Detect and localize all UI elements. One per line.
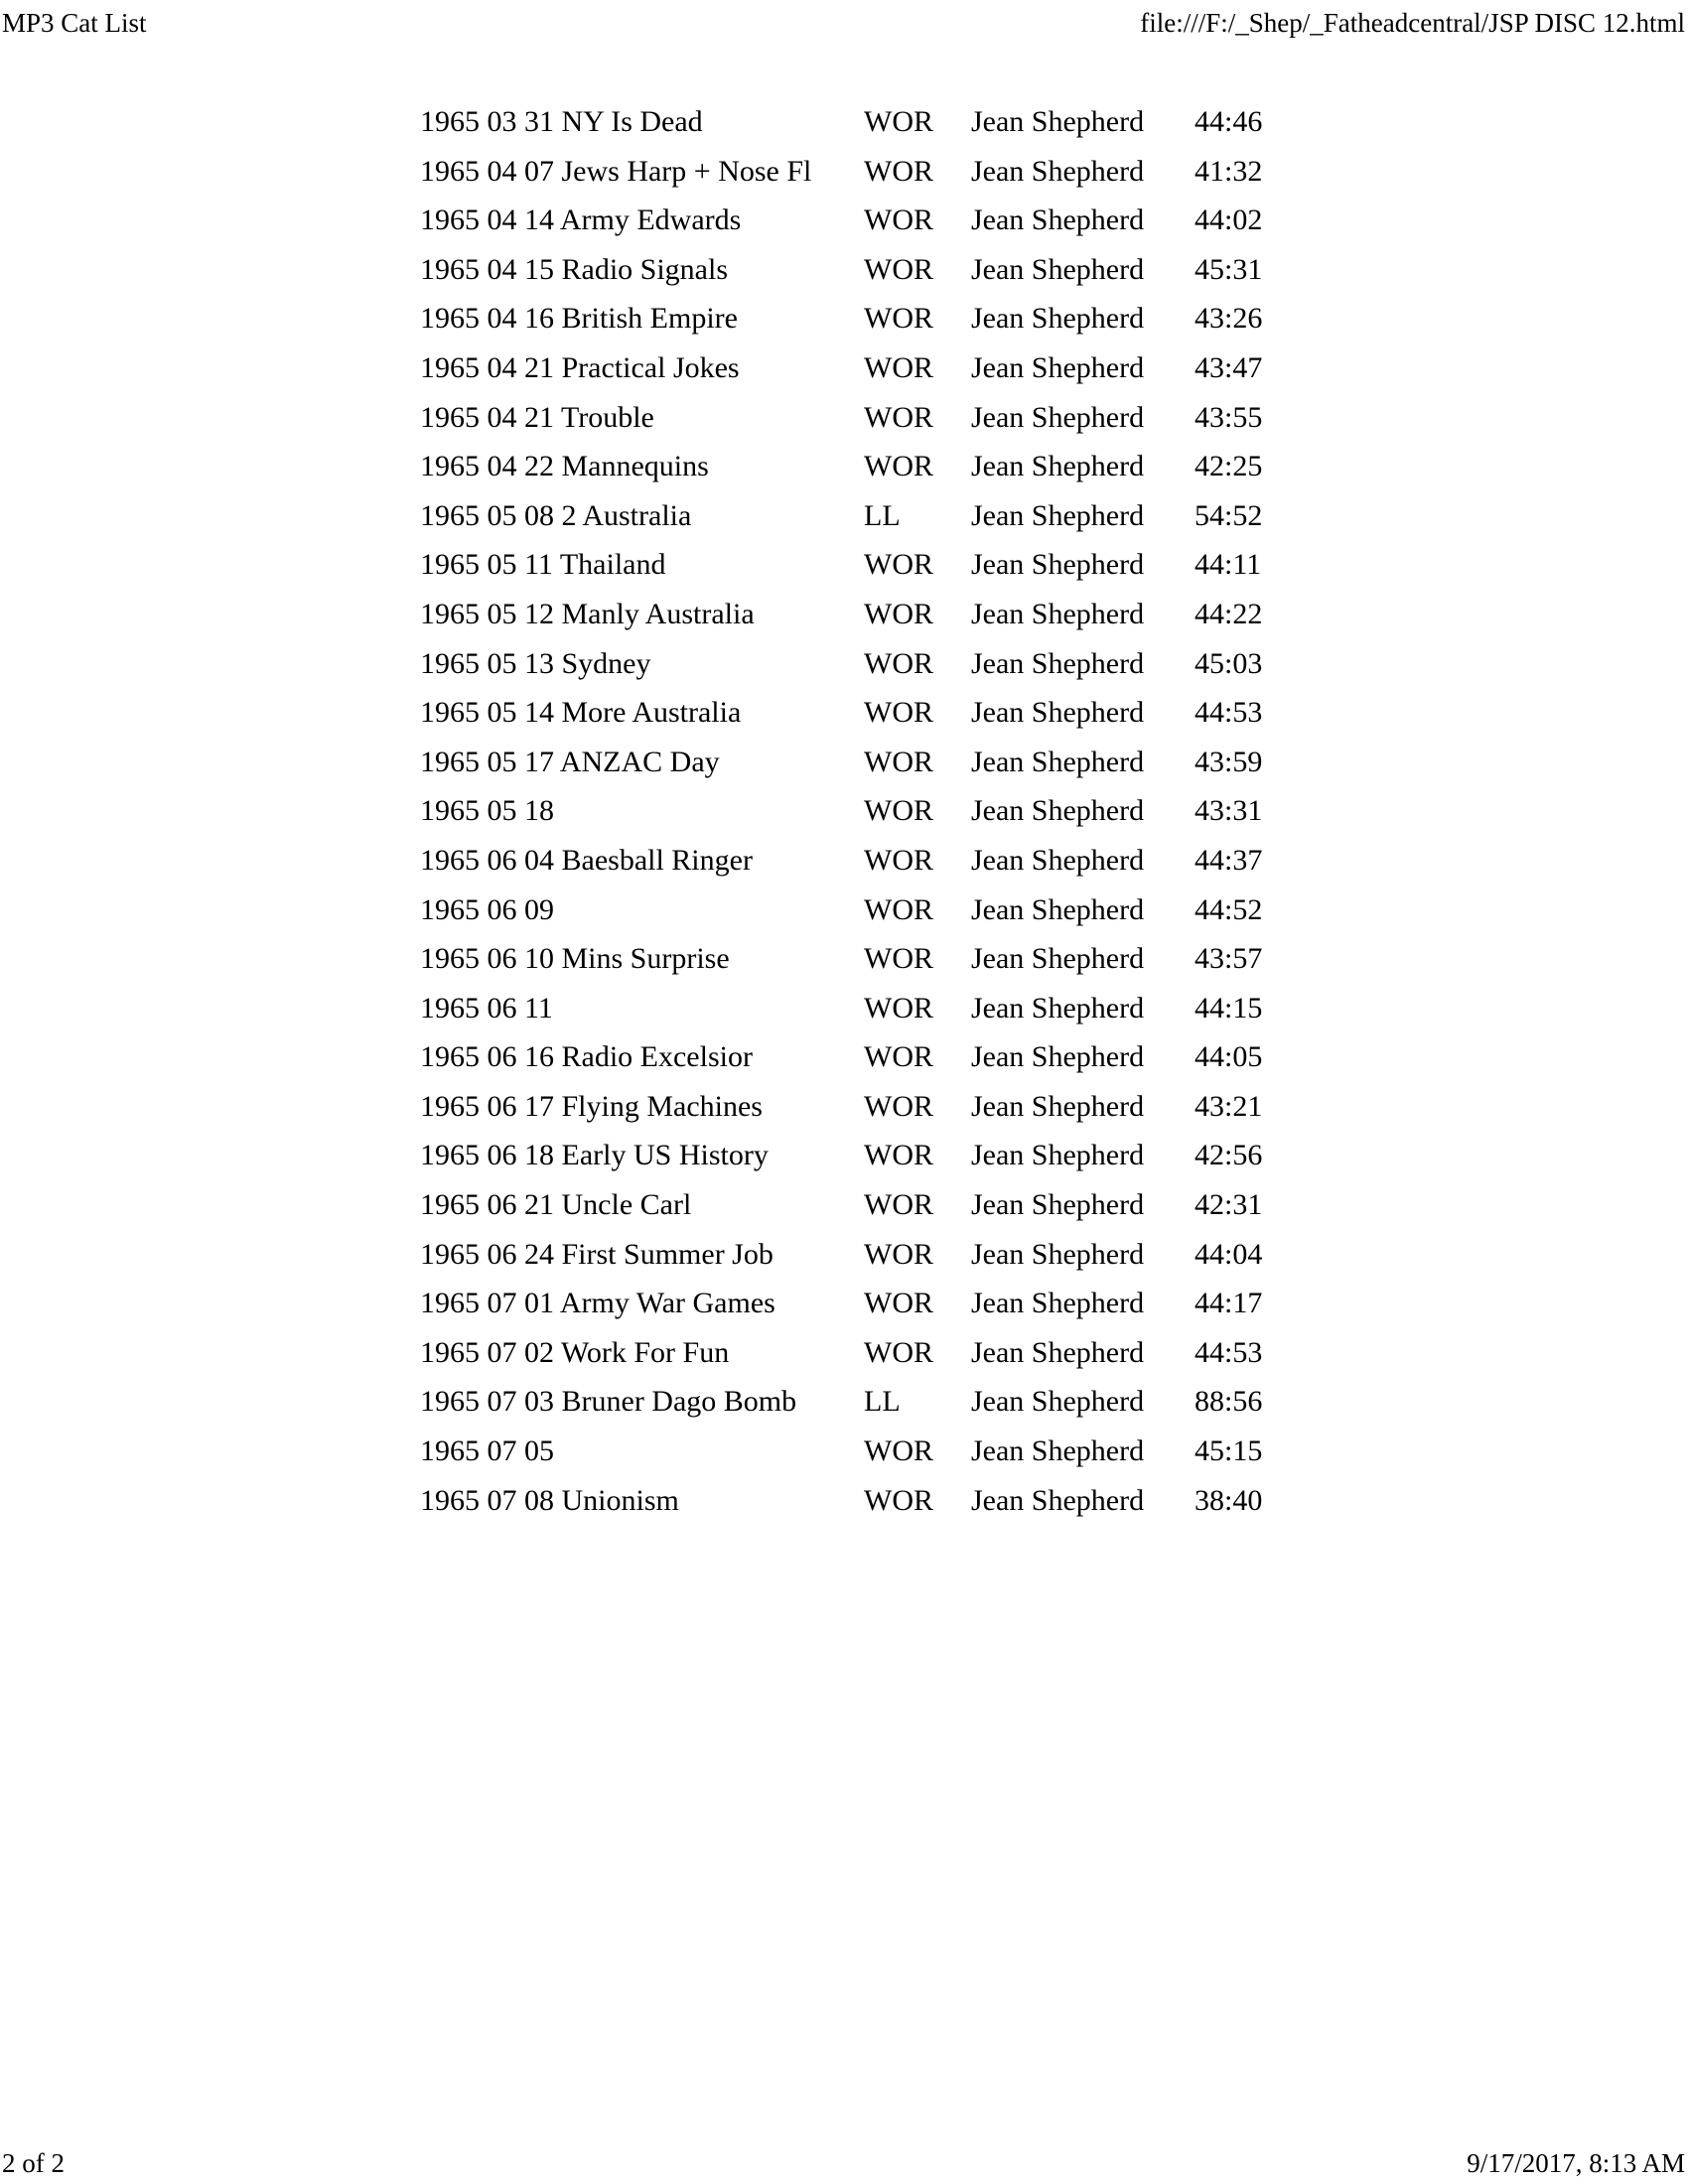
artist-cell: Jean Shepherd <box>971 1237 1145 1271</box>
duration-cell: 44:22 <box>1195 597 1263 630</box>
episode-title-cell: 1965 05 12 Manly Australia <box>420 597 755 630</box>
duration-cell: 44:11 <box>1195 548 1262 582</box>
station-cell: WOR <box>864 646 933 680</box>
episode-title-cell: 1965 07 05 <box>420 1434 554 1468</box>
header-file-url: file:///F:/_Shep/_Fatheadcentral/JSP DISC 12.html <box>1140 8 1685 38</box>
episode-title-cell: 1965 06 18 Early US History <box>420 1139 769 1172</box>
station-cell: WOR <box>864 843 933 877</box>
episode-title-cell: 1965 07 08 Unionism <box>420 1483 679 1517</box>
table-row <box>420 886 1284 935</box>
duration-cell: 88:56 <box>1195 1385 1263 1419</box>
table-row <box>420 393 1284 443</box>
duration-cell: 45:31 <box>1195 252 1263 286</box>
episode-title-cell: 1965 06 09 <box>420 892 554 926</box>
table-row <box>420 738 1284 787</box>
artist-cell: Jean Shepherd <box>971 696 1145 730</box>
station-cell: WOR <box>864 1434 933 1468</box>
table-row <box>420 984 1284 1033</box>
artist-cell: Jean Shepherd <box>971 597 1145 630</box>
duration-cell: 44:04 <box>1195 1237 1263 1271</box>
station-cell: WOR <box>864 1335 933 1369</box>
station-cell: WOR <box>864 1040 933 1074</box>
episode-title-cell: 1965 07 01 Army War Games <box>420 1287 775 1320</box>
station-cell: WOR <box>864 1188 933 1222</box>
episode-title-cell: 1965 04 16 British Empire <box>420 302 738 336</box>
duration-cell: 44:15 <box>1195 991 1263 1024</box>
episode-title-cell: 1965 06 16 Radio Excelsior <box>420 1040 753 1074</box>
page-footer <box>2 2147 1685 2179</box>
artist-cell: Jean Shepherd <box>971 745 1145 778</box>
header-doc-title: MP3 Cat List <box>2 8 147 38</box>
episode-table <box>420 97 1284 1525</box>
duration-cell: 43:21 <box>1195 1089 1263 1123</box>
artist-cell: Jean Shepherd <box>971 154 1145 188</box>
episode-title-cell: 1965 06 04 Baesball Ringer <box>420 843 753 877</box>
table-row <box>420 442 1284 491</box>
artist-cell: Jean Shepherd <box>971 942 1145 976</box>
station-cell: WOR <box>864 350 933 384</box>
episode-title-cell: 1965 04 14 Army Edwards <box>420 204 742 237</box>
station-cell: WOR <box>864 450 933 483</box>
duration-cell: 41:32 <box>1195 154 1263 188</box>
duration-cell: 44:52 <box>1195 892 1263 926</box>
episode-title-cell: 1965 06 10 Mins Surprise <box>420 942 730 976</box>
episode-title-cell: 1965 04 15 Radio Signals <box>420 252 729 286</box>
episode-title-cell: 1965 06 11 <box>420 991 553 1024</box>
station-cell: LL <box>864 498 901 532</box>
table-row <box>420 1082 1284 1132</box>
episode-title-cell: 1965 04 07 Jews Harp + Nose Fl <box>420 154 812 188</box>
station-cell: WOR <box>864 105 933 138</box>
station-cell: WOR <box>864 1483 933 1517</box>
duration-cell: 42:56 <box>1195 1139 1263 1172</box>
artist-cell: Jean Shepherd <box>971 548 1145 582</box>
artist-cell: Jean Shepherd <box>971 105 1145 138</box>
duration-cell: 43:31 <box>1195 794 1263 828</box>
artist-cell: Jean Shepherd <box>971 991 1145 1024</box>
duration-cell: 54:52 <box>1195 498 1263 532</box>
artist-cell: Jean Shepherd <box>971 892 1145 926</box>
table-row <box>420 786 1284 836</box>
station-cell: WOR <box>864 1139 933 1172</box>
episode-title-cell: 1965 06 21 Uncle Carl <box>420 1188 692 1222</box>
station-cell: WOR <box>864 942 933 976</box>
artist-cell: Jean Shepherd <box>971 204 1145 237</box>
table-row <box>420 1032 1284 1082</box>
table-row <box>420 540 1284 590</box>
duration-cell: 42:31 <box>1195 1188 1263 1222</box>
table-row <box>420 147 1284 197</box>
artist-cell: Jean Shepherd <box>971 400 1145 434</box>
duration-cell: 44:53 <box>1195 696 1263 730</box>
artist-cell: Jean Shepherd <box>971 843 1145 877</box>
episode-title-cell: 1965 05 18 <box>420 794 554 828</box>
station-cell: WOR <box>864 794 933 828</box>
episode-title-cell: 1965 05 11 Thailand <box>420 548 666 582</box>
artist-cell: Jean Shepherd <box>971 450 1145 483</box>
table-row <box>420 1180 1284 1230</box>
artist-cell: Jean Shepherd <box>971 1385 1145 1419</box>
artist-cell: Jean Shepherd <box>971 1139 1145 1172</box>
table-row <box>420 196 1284 245</box>
duration-cell: 38:40 <box>1195 1483 1263 1517</box>
artist-cell: Jean Shepherd <box>971 1434 1145 1468</box>
artist-cell: Jean Shepherd <box>971 498 1145 532</box>
station-cell: WOR <box>864 1237 933 1271</box>
episode-title-cell: 1965 06 24 First Summer Job <box>420 1237 774 1271</box>
episode-title-cell: 1965 03 31 NY Is Dead <box>420 105 703 138</box>
episode-title-cell: 1965 04 21 Practical Jokes <box>420 350 740 384</box>
table-row <box>420 491 1284 541</box>
table-row <box>420 836 1284 886</box>
station-cell: WOR <box>864 548 933 582</box>
station-cell: WOR <box>864 892 933 926</box>
artist-cell: Jean Shepherd <box>971 252 1145 286</box>
episode-title-cell: 1965 06 17 Flying Machines <box>420 1089 763 1123</box>
artist-cell: Jean Shepherd <box>971 1188 1145 1222</box>
duration-cell: 44:17 <box>1195 1287 1263 1320</box>
duration-cell: 43:26 <box>1195 302 1263 336</box>
artist-cell: Jean Shepherd <box>971 302 1145 336</box>
duration-cell: 43:59 <box>1195 745 1263 778</box>
artist-cell: Jean Shepherd <box>971 1483 1145 1517</box>
station-cell: WOR <box>864 696 933 730</box>
station-cell: WOR <box>864 400 933 434</box>
table-row <box>420 1279 1284 1328</box>
episode-title-cell: 1965 07 03 Bruner Dago Bomb <box>420 1385 797 1419</box>
episode-title-cell: 1965 05 14 More Australia <box>420 696 742 730</box>
duration-cell: 43:55 <box>1195 400 1263 434</box>
artist-cell: Jean Shepherd <box>971 794 1145 828</box>
duration-cell: 42:25 <box>1195 450 1263 483</box>
artist-cell: Jean Shepherd <box>971 350 1145 384</box>
duration-cell: 43:57 <box>1195 942 1263 976</box>
station-cell: WOR <box>864 154 933 188</box>
table-row <box>420 97 1284 147</box>
page-header <box>2 7 1685 39</box>
duration-cell: 44:53 <box>1195 1335 1263 1369</box>
table-row <box>420 590 1284 639</box>
table-row <box>420 294 1284 343</box>
table-row <box>420 1476 1284 1526</box>
duration-cell: 44:46 <box>1195 105 1263 138</box>
table-row <box>420 639 1284 689</box>
duration-cell: 43:47 <box>1195 350 1263 384</box>
station-cell: WOR <box>864 991 933 1024</box>
episode-title-cell: 1965 07 02 Work For Fun <box>420 1335 730 1369</box>
episode-table-body <box>420 97 1284 1525</box>
table-row <box>420 1427 1284 1476</box>
table-row <box>420 1131 1284 1180</box>
artist-cell: Jean Shepherd <box>971 1335 1145 1369</box>
episode-title-cell: 1965 05 17 ANZAC Day <box>420 745 720 778</box>
station-cell: WOR <box>864 204 933 237</box>
footer-print-datetime: 9/17/2017, 8:13 AM <box>1467 2147 1685 2178</box>
table-row <box>420 1230 1284 1280</box>
station-cell: WOR <box>864 597 933 630</box>
duration-cell: 45:15 <box>1195 1434 1263 1468</box>
artist-cell: Jean Shepherd <box>971 646 1145 680</box>
artist-cell: Jean Shepherd <box>971 1287 1145 1320</box>
episode-title-cell: 1965 05 13 Sydney <box>420 646 651 680</box>
episode-title-cell: 1965 04 21 Trouble <box>420 400 654 434</box>
footer-page-number: 2 of 2 <box>2 2147 65 2178</box>
duration-cell: 44:02 <box>1195 204 1263 237</box>
station-cell: WOR <box>864 302 933 336</box>
station-cell: LL <box>864 1385 901 1419</box>
table-row <box>420 1377 1284 1427</box>
table-row <box>420 343 1284 393</box>
duration-cell: 44:05 <box>1195 1040 1263 1074</box>
table-row <box>420 1328 1284 1378</box>
table-row <box>420 245 1284 295</box>
table-row <box>420 934 1284 984</box>
station-cell: WOR <box>864 252 933 286</box>
station-cell: WOR <box>864 745 933 778</box>
artist-cell: Jean Shepherd <box>971 1040 1145 1074</box>
episode-title-cell: 1965 05 08 2 Australia <box>420 498 692 532</box>
duration-cell: 44:37 <box>1195 843 1263 877</box>
duration-cell: 45:03 <box>1195 646 1263 680</box>
station-cell: WOR <box>864 1089 933 1123</box>
station-cell: WOR <box>864 1287 933 1320</box>
artist-cell: Jean Shepherd <box>971 1089 1145 1123</box>
table-row <box>420 688 1284 738</box>
episode-title-cell: 1965 04 22 Mannequins <box>420 450 709 483</box>
